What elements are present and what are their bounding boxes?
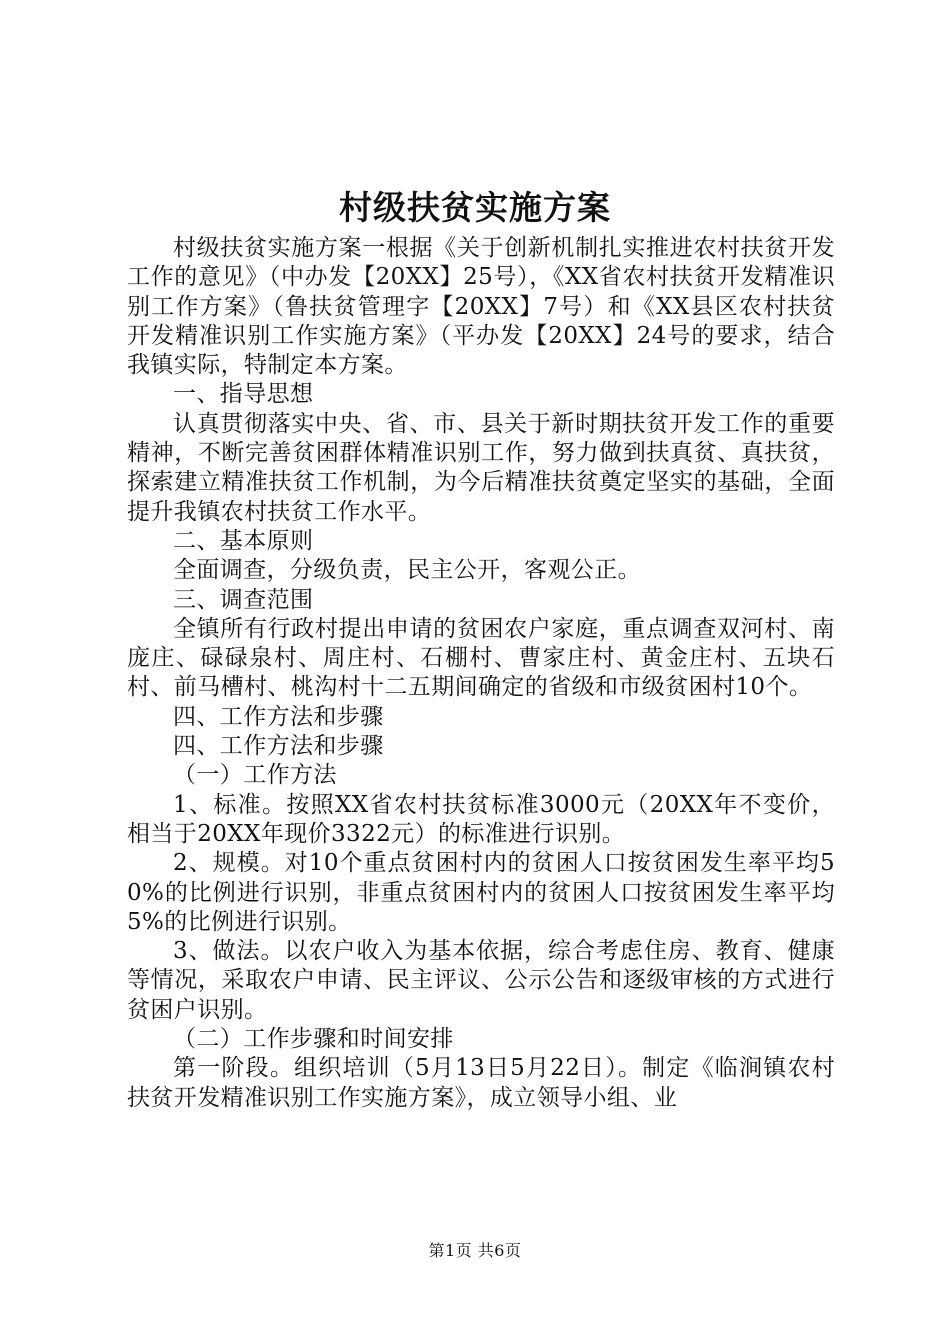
survey-scope-paragraph: 全镇所有行政村提出申请的贫困农户家庭，重点调查双河村、南庞庄、碌碌泉村、周庄村、石棚村、曹家庄村、黄金庄村、五块石村、前马槽村、桃沟村十二五期间确定的省级和市级贫困村10个。 [127,615,835,701]
section-heading-methods-steps: 四、工作方法和步骤 [173,703,384,730]
item-standard-paragraph: 1、标准。按照XX省农村扶贫标准3000元（20XX年不变价，相当于20XX年现价3322元）的标准进行识别。 [127,791,835,847]
subsection-heading-steps-schedule: （二）工作步骤和时间安排 [173,1026,454,1053]
section-heading-survey-scope: 三、调查范围 [173,586,314,613]
section-heading-basic-principles: 二、基本原则 [173,527,314,554]
item-approach-paragraph: 3、做法。以农户收入为基本依据，综合考虑住房、教育、健康等情况，采取农户申请、民主评议、公示公告和逐级审核的方式进行贫困户识别。 [127,938,835,1023]
section-heading-guiding-ideology: 一、指导思想 [173,381,314,408]
subsection-heading-work-methods: （一）工作方法 [173,762,337,789]
document-title: 村级扶贫实施方案 [339,188,611,227]
phase-one-paragraph: 第一阶段。组织培训（5月13日5月22日）。制定《临涧镇农村扶贫开发精准识别工作实施方案》，成立领导小组、业 [127,1055,835,1111]
intro-paragraph: 村级扶贫实施方案一根据《关于创新机制扎实推进农村扶贫开发工作的意见》（中办发【20XX】25号），《XX省农村扶贫开发精准识别工作方案》（鲁扶贫管理字【20XX】7号）和《XX县区农村扶贫开发精准识别工作实施方案》（平办发【20XX】24号的要求，结合我镇实际，特制定本方案。 [127,235,835,379]
document-body [127,234,835,1113]
section-heading-methods-steps-repeat: 四、工作方法和步骤 [173,733,384,760]
guiding-ideology-paragraph: 认真贯彻落实中央、省、市、县关于新时期扶贫开发工作的重要精神，不断完善贫困群体精准识别工作，努力做到扶真贫、真扶贫，探索建立精准扶贫工作机制，为今后精准扶贫奠定坚实的基础，全面提升我镇农村扶贫工作水平。 [127,410,835,525]
item-scale-paragraph: 2、规模。对10个重点贫困村内的贫困人口按贫困发生率平均50%的比例进行识别，非重点贫困村内的贫困人口按贫困发生率平均5%的比例进行识别。 [127,850,835,935]
page-number-footer: 第1页 共6页 [428,1241,522,1260]
basic-principles-paragraph: 全面调查，分级负责，民主公开，客观公正。 [173,557,641,584]
